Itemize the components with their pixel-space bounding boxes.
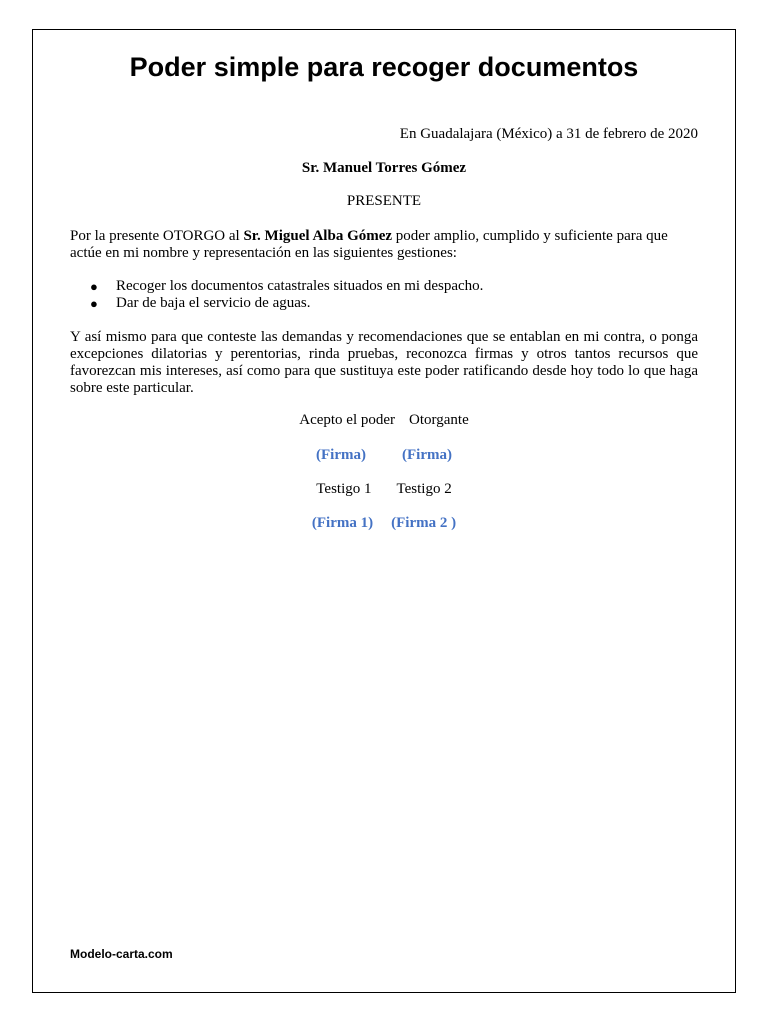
witness-2-label: Testigo 2 <box>396 481 452 497</box>
witness-signatures-row <box>0 515 768 532</box>
bullet-icon: ● <box>90 279 98 294</box>
list-item <box>70 295 690 312</box>
paragraph-powers: Y así mismo para que conteste las demandas y recomendaciones que se entablan en mi contra, o ponga excepciones dilatorias y perentorias, rinda pruebas, reconozca firmas y otros tantos recursos que favorezcan mis intereses, así como para que sustituya este poder ratificando desde hoy todo lo que haga sobre este particular. <box>70 329 698 396</box>
witness-labels-row <box>0 481 768 498</box>
accept-power-label: Acepto el poder <box>299 412 396 428</box>
bullet-icon: ● <box>90 296 98 311</box>
document-title: Poder simple para recoger documentos <box>129 52 639 82</box>
list-item <box>70 278 690 295</box>
paragraph-grant-before: Por la presente OTORGO al <box>70 228 244 244</box>
witness-1-signature: (Firma 1) <box>311 515 374 531</box>
date-line: En Guadalajara (México) a 31 de febrero de 2020 <box>399 126 698 142</box>
list-item-text: Recoger los documentos catastrales situados en mi despacho. <box>116 278 484 294</box>
recipient-name: Sr. Manuel Torres Gómez <box>301 160 467 176</box>
list-item-text: Dar de baja el servicio de aguas. <box>116 295 311 311</box>
footer-site: Modelo-carta.com <box>70 947 173 961</box>
salutation: PRESENTE <box>346 193 422 209</box>
paragraph-grant-after: poder amplio, cumplido y suficiente para que actúe en mi nombre y representación en las siguientes gestiones: <box>70 228 668 261</box>
signature-placeholders-row <box>0 447 768 464</box>
grantor-label: Otorgante <box>409 412 469 428</box>
witness-1-label: Testigo 1 <box>316 481 372 497</box>
tasks-list <box>70 278 690 312</box>
paragraph-grant <box>70 228 698 262</box>
signature-placeholder-grantor: (Firma) <box>402 447 452 463</box>
attorney-name: Sr. Miguel Alba Gómez <box>243 228 393 244</box>
signature-placeholder-accept: (Firma) <box>316 447 366 463</box>
witness-2-signature: (Firma 2 ) <box>391 515 457 531</box>
signature-labels-row <box>0 412 768 429</box>
